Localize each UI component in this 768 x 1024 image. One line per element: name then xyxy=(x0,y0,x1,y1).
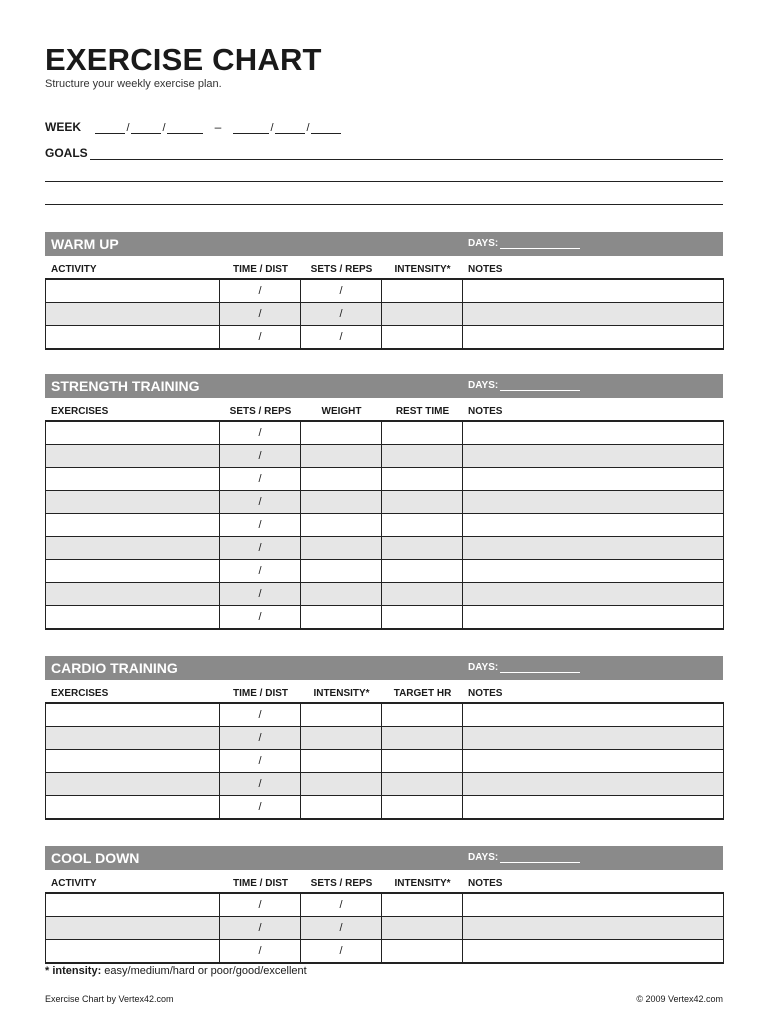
table-row xyxy=(46,326,724,350)
table-cell[interactable] xyxy=(46,727,220,750)
column-header: SETS / REPS xyxy=(229,406,292,417)
date-slash: / xyxy=(306,122,310,134)
table-cell[interactable]: / xyxy=(301,279,382,303)
table-cell[interactable] xyxy=(382,703,463,727)
goals-line-1[interactable] xyxy=(90,147,723,160)
table-cell[interactable] xyxy=(46,514,220,537)
week-end-month-field[interactable] xyxy=(233,121,269,134)
table-cell[interactable]: / xyxy=(220,514,301,537)
table-cell[interactable] xyxy=(382,491,463,514)
table-cell[interactable] xyxy=(382,773,463,796)
table-cell[interactable] xyxy=(46,703,220,727)
column-header: ACTIVITY xyxy=(51,878,97,889)
table-cell[interactable] xyxy=(46,421,220,445)
table-cell[interactable] xyxy=(46,940,220,964)
table-cell[interactable] xyxy=(46,491,220,514)
footer-copyright: © 2009 Vertex42.com xyxy=(636,994,723,1004)
table-cell[interactable] xyxy=(463,279,724,303)
section-title: STRENGTH TRAINING xyxy=(51,378,200,394)
footnote-text: easy/medium/hard or poor/good/excellent xyxy=(101,965,307,977)
table-cell[interactable] xyxy=(382,468,463,491)
table-row xyxy=(46,773,724,796)
table-row xyxy=(46,537,724,560)
goals-row xyxy=(45,146,723,160)
column-headers xyxy=(45,256,723,278)
table-cell[interactable] xyxy=(301,583,382,606)
days-blank[interactable] xyxy=(500,852,580,863)
table-cell[interactable] xyxy=(301,796,382,820)
table-cell[interactable] xyxy=(463,606,724,630)
column-header: TIME / DIST xyxy=(233,264,288,275)
section-title: COOL DOWN xyxy=(51,850,140,866)
days-blank[interactable] xyxy=(500,238,580,249)
table-cell[interactable] xyxy=(301,773,382,796)
week-end-day-field[interactable] xyxy=(275,121,305,134)
table-cell[interactable]: / xyxy=(301,893,382,917)
cardio-section xyxy=(45,656,723,820)
column-header: NOTES xyxy=(468,406,503,417)
column-header: INTENSITY* xyxy=(313,688,370,699)
table-row xyxy=(46,583,724,606)
table-cell[interactable] xyxy=(301,421,382,445)
column-header: NOTES xyxy=(468,688,503,699)
table-cell[interactable]: / xyxy=(220,703,301,727)
table-cell[interactable] xyxy=(301,703,382,727)
table-row xyxy=(46,606,724,630)
goals-line-2[interactable] xyxy=(45,181,723,182)
table-cell[interactable]: / xyxy=(220,445,301,468)
table-row xyxy=(46,468,724,491)
section-header xyxy=(45,846,723,870)
column-header: INTENSITY* xyxy=(394,264,451,275)
table-cell[interactable] xyxy=(382,940,463,964)
table-cell[interactable] xyxy=(46,583,220,606)
table-cell[interactable]: / xyxy=(220,727,301,750)
page-title: EXERCISE CHART xyxy=(45,42,322,77)
table-cell[interactable] xyxy=(46,326,220,350)
table-cell[interactable]: / xyxy=(220,583,301,606)
table-cell[interactable] xyxy=(463,893,724,917)
table-cell[interactable] xyxy=(301,727,382,750)
section-header xyxy=(45,656,723,680)
column-header: INTENSITY* xyxy=(394,878,451,889)
table-cell[interactable] xyxy=(382,727,463,750)
table-cell[interactable] xyxy=(382,514,463,537)
date-range-dash: – xyxy=(214,120,222,134)
table-cell[interactable] xyxy=(463,560,724,583)
table-cell[interactable] xyxy=(46,796,220,820)
table-cell[interactable]: / xyxy=(220,421,301,445)
table-row xyxy=(46,445,724,468)
table-row xyxy=(46,917,724,940)
table-cell[interactable]: / xyxy=(220,560,301,583)
table-cell[interactable] xyxy=(463,468,724,491)
table-cell[interactable] xyxy=(463,583,724,606)
table-cell[interactable] xyxy=(382,303,463,326)
table-cell[interactable] xyxy=(463,491,724,514)
table-cell[interactable] xyxy=(463,421,724,445)
column-header: TIME / DIST xyxy=(233,688,288,699)
table-cell[interactable] xyxy=(301,491,382,514)
table-cell[interactable] xyxy=(301,750,382,773)
date-slash: / xyxy=(126,122,130,134)
table-cell[interactable] xyxy=(382,421,463,445)
column-header: TIME / DIST xyxy=(233,878,288,889)
table-cell[interactable] xyxy=(382,796,463,820)
table-cell[interactable] xyxy=(382,893,463,917)
column-header: REST TIME xyxy=(395,406,450,417)
table-cell[interactable]: / xyxy=(301,326,382,350)
column-header: SETS / REPS xyxy=(310,264,373,275)
table-cell[interactable] xyxy=(382,917,463,940)
table-cell[interactable] xyxy=(463,773,724,796)
column-header: NOTES xyxy=(468,878,503,889)
table-row xyxy=(46,703,724,727)
section-header xyxy=(45,232,723,256)
table-cell[interactable] xyxy=(46,537,220,560)
table-row xyxy=(46,750,724,773)
cooldown-table xyxy=(45,892,724,964)
table-cell[interactable] xyxy=(46,468,220,491)
week-start-month-field[interactable] xyxy=(95,121,125,134)
table-cell[interactable] xyxy=(301,606,382,630)
table-cell[interactable] xyxy=(463,303,724,326)
column-header: WEIGHT xyxy=(321,406,362,417)
table-cell[interactable] xyxy=(46,773,220,796)
goals-label: GOALS xyxy=(45,146,88,160)
column-header: SETS / REPS xyxy=(310,878,373,889)
table-cell[interactable] xyxy=(463,917,724,940)
date-slash: / xyxy=(270,122,274,134)
table-row xyxy=(46,514,724,537)
date-slash: / xyxy=(162,122,166,134)
column-header: EXERCISES xyxy=(51,688,109,699)
table-cell[interactable]: / xyxy=(220,326,301,350)
table-cell[interactable]: / xyxy=(220,773,301,796)
table-cell[interactable]: / xyxy=(301,940,382,964)
table-cell[interactable] xyxy=(463,750,724,773)
table-cell[interactable]: / xyxy=(220,940,301,964)
column-header: EXERCISES xyxy=(51,406,109,417)
cooldown-section xyxy=(45,846,723,964)
week-row xyxy=(45,120,341,134)
days-blank[interactable] xyxy=(500,662,580,673)
column-headers xyxy=(45,680,723,702)
table-cell[interactable]: / xyxy=(220,796,301,820)
page-subtitle: Structure your weekly exercise plan. xyxy=(45,78,222,90)
table-cell[interactable] xyxy=(382,583,463,606)
days-field[interactable] xyxy=(468,380,580,391)
week-label: WEEK xyxy=(45,120,81,134)
table-row xyxy=(46,491,724,514)
week-start-year-field[interactable] xyxy=(167,121,203,134)
table-cell[interactable] xyxy=(301,560,382,583)
days-label: DAYS: xyxy=(468,380,499,391)
table-row xyxy=(46,303,724,326)
goals-line-3[interactable] xyxy=(45,204,723,205)
table-cell[interactable]: / xyxy=(301,303,382,326)
strength-table xyxy=(45,420,724,630)
table-cell[interactable] xyxy=(463,537,724,560)
days-field[interactable] xyxy=(468,852,580,863)
table-cell[interactable] xyxy=(382,537,463,560)
table-cell[interactable]: / xyxy=(220,893,301,917)
section-title: CARDIO TRAINING xyxy=(51,660,178,676)
cardio-table xyxy=(45,702,724,820)
section-title: WARM UP xyxy=(51,236,119,252)
table-cell[interactable] xyxy=(46,606,220,630)
table-cell[interactable]: / xyxy=(220,917,301,940)
table-cell[interactable] xyxy=(463,326,724,350)
table-cell[interactable] xyxy=(382,750,463,773)
week-start-day-field[interactable] xyxy=(131,121,161,134)
table-row xyxy=(46,560,724,583)
table-cell[interactable] xyxy=(463,940,724,964)
table-cell[interactable] xyxy=(463,514,724,537)
table-cell[interactable] xyxy=(301,445,382,468)
table-cell[interactable]: / xyxy=(220,491,301,514)
table-cell[interactable] xyxy=(46,445,220,468)
section-header xyxy=(45,374,723,398)
table-row xyxy=(46,796,724,820)
table-cell[interactable]: / xyxy=(220,303,301,326)
table-row xyxy=(46,421,724,445)
table-cell[interactable] xyxy=(382,326,463,350)
table-cell[interactable] xyxy=(46,303,220,326)
table-cell[interactable] xyxy=(382,606,463,630)
table-cell[interactable] xyxy=(463,727,724,750)
table-cell[interactable] xyxy=(382,279,463,303)
table-cell[interactable]: / xyxy=(220,606,301,630)
table-cell[interactable] xyxy=(46,560,220,583)
table-cell[interactable] xyxy=(301,514,382,537)
table-cell[interactable] xyxy=(382,560,463,583)
intensity-footnote xyxy=(45,965,307,977)
footer-credit: Exercise Chart by Vertex42.com xyxy=(45,994,174,1004)
table-cell[interactable] xyxy=(46,917,220,940)
column-header: NOTES xyxy=(468,264,503,275)
table-cell[interactable]: / xyxy=(220,468,301,491)
table-cell[interactable]: / xyxy=(301,917,382,940)
table-cell[interactable] xyxy=(463,445,724,468)
column-header: ACTIVITY xyxy=(51,264,97,275)
days-label: DAYS: xyxy=(468,238,499,249)
table-row xyxy=(46,727,724,750)
table-cell[interactable] xyxy=(46,279,220,303)
days-label: DAYS: xyxy=(468,662,499,673)
table-row xyxy=(46,279,724,303)
days-label: DAYS: xyxy=(468,852,499,863)
table-cell[interactable] xyxy=(301,468,382,491)
table-row xyxy=(46,940,724,964)
table-cell[interactable] xyxy=(46,750,220,773)
table-cell[interactable]: / xyxy=(220,750,301,773)
table-cell[interactable] xyxy=(382,445,463,468)
table-cell[interactable] xyxy=(46,893,220,917)
column-header: TARGET HR xyxy=(393,688,452,699)
table-cell[interactable] xyxy=(301,537,382,560)
table-cell[interactable]: / xyxy=(220,279,301,303)
table-cell[interactable] xyxy=(463,796,724,820)
column-headers xyxy=(45,398,723,420)
days-blank[interactable] xyxy=(500,380,580,391)
table-cell[interactable]: / xyxy=(220,537,301,560)
week-end-year-field[interactable] xyxy=(311,121,341,134)
warmup-section xyxy=(45,232,723,350)
table-row xyxy=(46,893,724,917)
strength-section xyxy=(45,374,723,630)
column-headers xyxy=(45,870,723,892)
days-field[interactable] xyxy=(468,238,580,249)
table-cell[interactable] xyxy=(463,703,724,727)
footnote-label: * intensity: xyxy=(45,965,102,977)
warmup-table xyxy=(45,278,724,350)
days-field[interactable] xyxy=(468,662,580,673)
